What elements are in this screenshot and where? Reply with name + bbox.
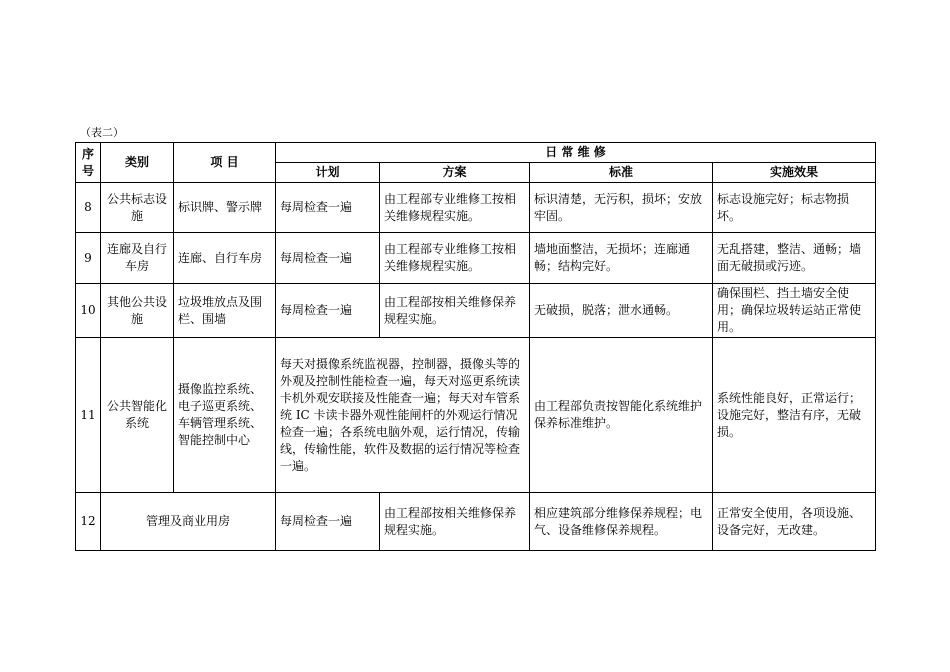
cell-scheme: 由工程部按相关维修保养规程实施。 <box>380 284 530 338</box>
cell-effect: 系统性能良好，正常运行；设施完好，整洁有序，无破损。 <box>713 338 876 493</box>
header-item: 项 目 <box>174 143 276 183</box>
header-category: 类别 <box>101 143 174 183</box>
cell-item: 标识牌、警示牌 <box>174 183 276 233</box>
cell-plan-scheme: 每天对摄像系统监视器，控制器，摄像头等的外观及控制性能检查一遍，每天对巡更系统读卡机外观安联接及性能查一遍；每天对车管系统 IC 卡读卡器外观性能闸杆的外观运行情况检查一遍；各系统电脑外观，运行情况，传输线，传输性能，软件及数据的运行情况等检查一遍。 <box>276 338 530 493</box>
header-row-1 <box>76 143 876 163</box>
table-row <box>76 338 876 493</box>
cell-plan: 每周检查一遍 <box>276 493 380 551</box>
table-row <box>76 233 876 284</box>
cell-item: 垃圾堆放点及围栏、围墙 <box>174 284 276 338</box>
cell-scheme: 由工程部按相关维修保养规程实施。 <box>380 493 530 551</box>
cell-category: 公共智能化系统 <box>101 338 174 493</box>
cell-effect: 标志设施完好；标志物损坏。 <box>713 183 876 233</box>
header-standard: 标准 <box>530 163 713 183</box>
table-caption: （表二） <box>80 126 124 139</box>
header-effect: 实施效果 <box>713 163 876 183</box>
cell-effect: 正常安全使用，各项设施、设备完好，无改建。 <box>713 493 876 551</box>
header-daily-maintenance: 日 常 维 修 <box>276 143 876 163</box>
cell-category: 公共标志设施 <box>101 183 174 233</box>
cell-standard: 无破损，脱落；泄水通畅。 <box>530 284 713 338</box>
cell-seq: 8 <box>76 183 101 233</box>
cell-item: 摄像监控系统、电子巡更系统、车辆管理系统、智能控制中心 <box>174 338 276 493</box>
header-scheme: 方案 <box>380 163 530 183</box>
cell-category-item: 管理及商业用房 <box>101 493 276 551</box>
cell-seq: 12 <box>76 493 101 551</box>
cell-scheme: 由工程部专业维修工按相关维修规程实施。 <box>380 183 530 233</box>
cell-category: 其他公共设施 <box>101 284 174 338</box>
header-plan: 计划 <box>276 163 380 183</box>
cell-effect: 无乱搭建，整洁、通畅；墙面无破损或污迹。 <box>713 233 876 284</box>
cell-standard: 标识清楚，无污积，损坏；安放牢固。 <box>530 183 713 233</box>
cell-seq: 9 <box>76 233 101 284</box>
table-row <box>76 493 876 551</box>
cell-item: 连廊、自行车房 <box>174 233 276 284</box>
cell-standard: 墙地面整洁，无损坏；连廊通畅；结构完好。 <box>530 233 713 284</box>
cell-plan: 每周检查一遍 <box>276 183 380 233</box>
maintenance-table <box>75 142 876 551</box>
cell-seq: 10 <box>76 284 101 338</box>
cell-plan: 每周检查一遍 <box>276 284 380 338</box>
cell-plan: 每周检查一遍 <box>276 233 380 284</box>
table-row <box>76 284 876 338</box>
cell-seq: 11 <box>76 338 101 493</box>
cell-category: 连廊及自行车房 <box>101 233 174 284</box>
table-row <box>76 183 876 233</box>
cell-scheme: 由工程部专业维修工按相关维修规程实施。 <box>380 233 530 284</box>
cell-standard: 由工程部负责按智能化系统维护保养标准维护。 <box>530 338 713 493</box>
cell-effect: 确保围栏、挡土墙安全使用；确保垃圾转运站正常使用。 <box>713 284 876 338</box>
header-seq: 序号 <box>76 143 101 183</box>
cell-standard: 相应建筑部分维修保养规程；电气、设备维修保养规程。 <box>530 493 713 551</box>
